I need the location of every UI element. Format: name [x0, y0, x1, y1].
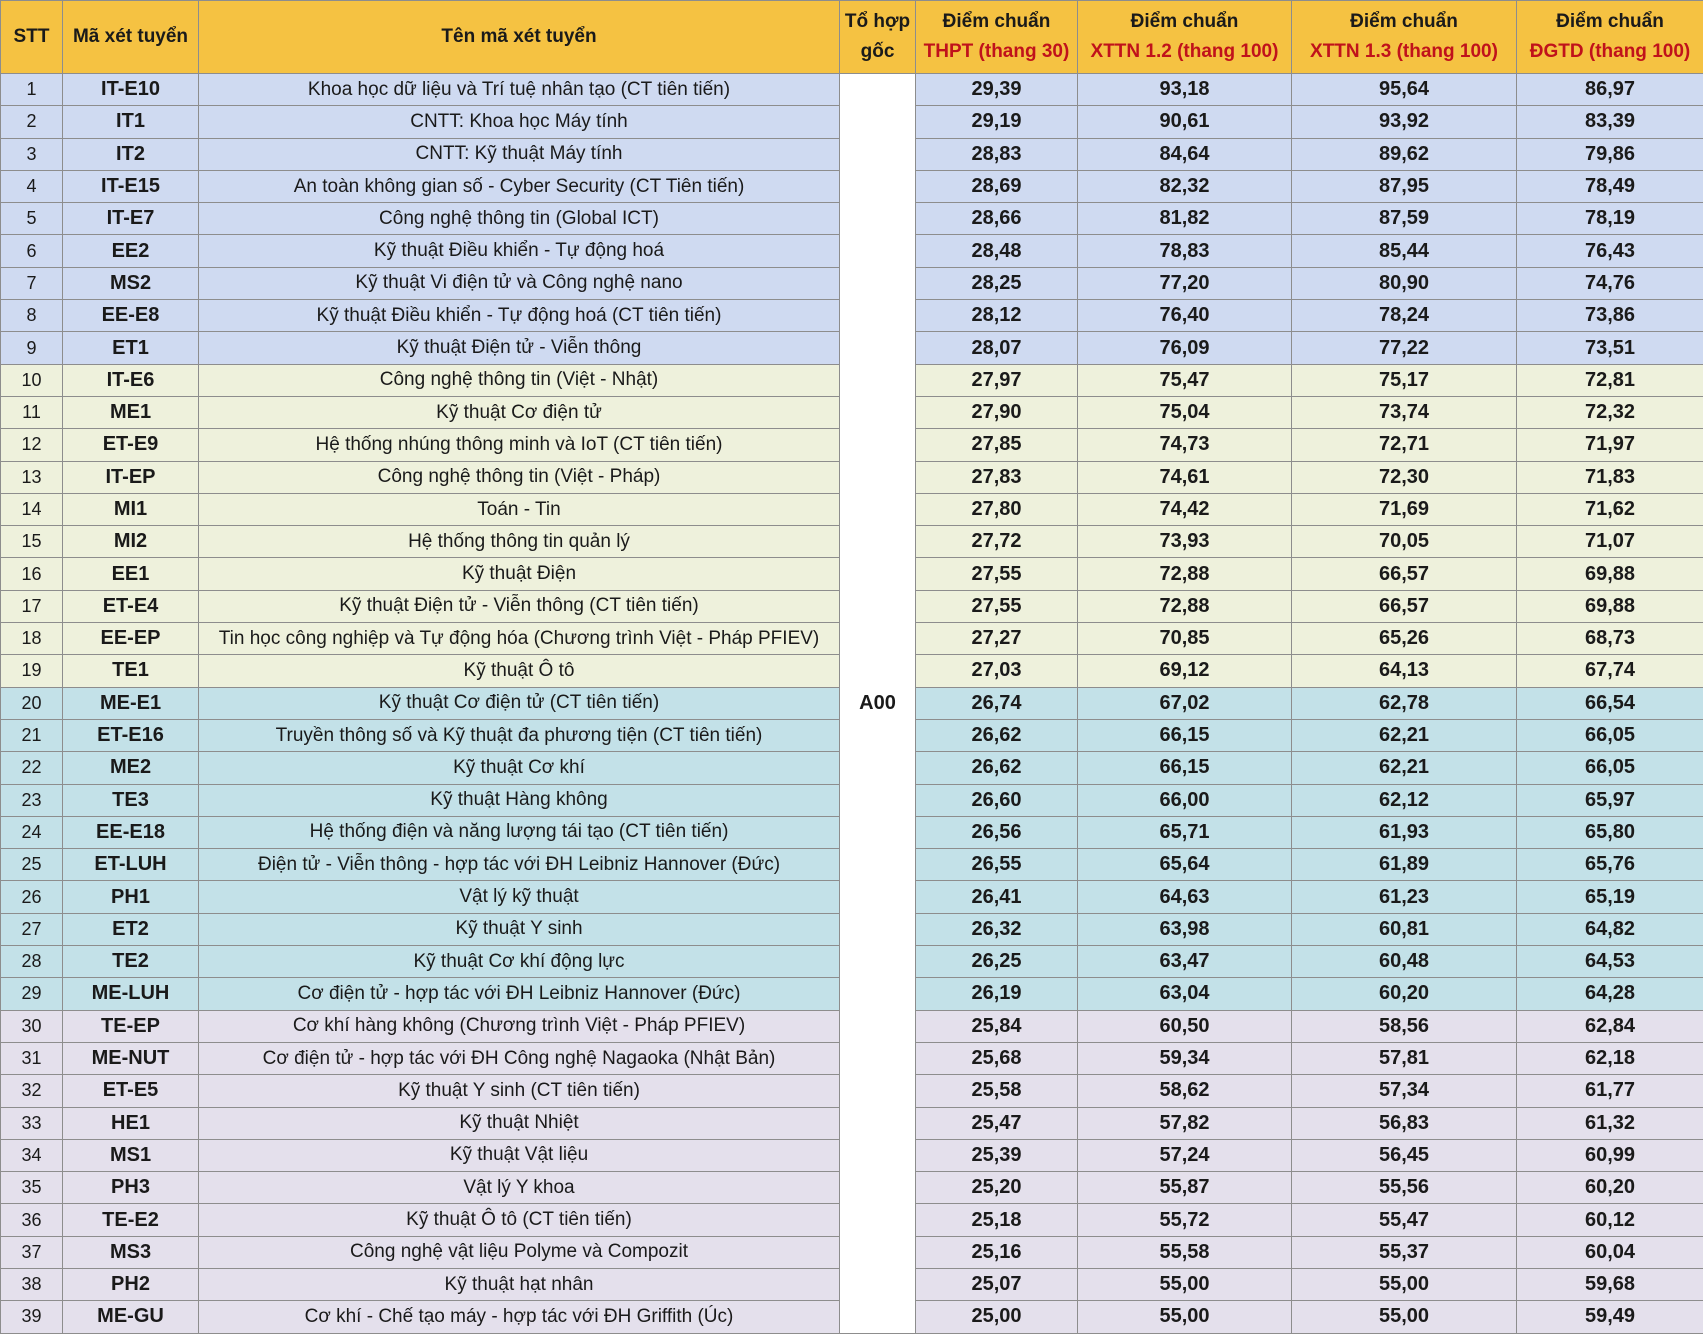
row-score-s3: 85,44: [1292, 235, 1517, 267]
row-stt: 26: [1, 881, 63, 913]
row-code: IT-E10: [63, 74, 199, 106]
row-score-s3: 57,34: [1292, 1075, 1517, 1107]
row-score-s2: 66,15: [1078, 752, 1292, 784]
row-score-s4: 72,32: [1517, 396, 1703, 428]
row-code: IT-E6: [63, 364, 199, 396]
row-score-s4: 79,86: [1517, 138, 1703, 170]
row-score-s4: 65,97: [1517, 784, 1703, 816]
row-stt: 12: [1, 429, 63, 461]
row-score-s2: 77,20: [1078, 267, 1292, 299]
row-score-s3: 56,83: [1292, 1107, 1517, 1139]
row-score-s1: 27,80: [916, 493, 1078, 525]
row-score-s1: 29,19: [916, 106, 1078, 138]
row-score-s2: 74,61: [1078, 461, 1292, 493]
row-score-s3: 55,47: [1292, 1204, 1517, 1236]
row-score-s3: 61,93: [1292, 816, 1517, 848]
row-stt: 17: [1, 590, 63, 622]
row-name: Khoa học dữ liệu và Trí tuệ nhân tạo (CT tiên tiến): [199, 74, 840, 106]
header-combo-line1: Tổ hợp: [840, 7, 915, 37]
row-code: ME1: [63, 396, 199, 428]
row-score-s2: 65,64: [1078, 849, 1292, 881]
row-score-s1: 27,83: [916, 461, 1078, 493]
row-name: Tin học công nghiệp và Tự động hóa (Chương trình Việt - Pháp PFIEV): [199, 623, 840, 655]
row-stt: 14: [1, 493, 63, 525]
row-score-s1: 25,47: [916, 1107, 1078, 1139]
row-score-s3: 64,13: [1292, 655, 1517, 687]
header-name: Tên mã xét tuyển: [199, 1, 840, 74]
row-stt: 35: [1, 1172, 63, 1204]
row-score-s4: 67,74: [1517, 655, 1703, 687]
row-score-s3: 58,56: [1292, 1010, 1517, 1042]
row-code: IT1: [63, 106, 199, 138]
row-score-s3: 60,48: [1292, 946, 1517, 978]
row-name: Kỹ thuật Nhiệt: [199, 1107, 840, 1139]
row-score-s4: 71,07: [1517, 526, 1703, 558]
header-score-xttn13-title: Điểm chuẩn: [1292, 7, 1516, 37]
row-name: Kỹ thuật Ô tô (CT tiên tiến): [199, 1204, 840, 1236]
row-name: Kỹ thuật Điều khiển - Tự động hoá: [199, 235, 840, 267]
row-stt: 18: [1, 623, 63, 655]
row-name: Điện tử - Viễn thông - hợp tác với ĐH Leibniz Hannover (Đức): [199, 849, 840, 881]
row-name: Kỹ thuật Cơ điện tử: [199, 396, 840, 428]
row-score-s1: 25,07: [916, 1268, 1078, 1300]
row-name: Kỹ thuật Điện: [199, 558, 840, 590]
row-code: MS2: [63, 267, 199, 299]
row-code: ET-E16: [63, 719, 199, 751]
row-score-s2: 75,04: [1078, 396, 1292, 428]
row-stt: 8: [1, 300, 63, 332]
row-stt: 34: [1, 1139, 63, 1171]
row-score-s3: 66,57: [1292, 558, 1517, 590]
header-stt: STT: [1, 1, 63, 74]
row-code: ET-E5: [63, 1075, 199, 1107]
combo-cell: A00: [840, 74, 916, 1334]
row-score-s4: 60,20: [1517, 1172, 1703, 1204]
row-name: Kỹ thuật Y sinh: [199, 913, 840, 945]
row-score-s2: 55,87: [1078, 1172, 1292, 1204]
row-score-s1: 26,56: [916, 816, 1078, 848]
row-code: HE1: [63, 1107, 199, 1139]
header-score-thpt-title: Điểm chuẩn: [916, 7, 1077, 37]
row-score-s2: 76,09: [1078, 332, 1292, 364]
row-score-s1: 28,69: [916, 170, 1078, 202]
row-score-s1: 25,84: [916, 1010, 1078, 1042]
row-score-s3: 73,74: [1292, 396, 1517, 428]
row-score-s1: 28,07: [916, 332, 1078, 364]
row-stt: 25: [1, 849, 63, 881]
row-score-s1: 25,58: [916, 1075, 1078, 1107]
row-score-s1: 27,55: [916, 558, 1078, 590]
row-stt: 11: [1, 396, 63, 428]
row-score-s1: 28,66: [916, 203, 1078, 235]
row-score-s1: 28,83: [916, 138, 1078, 170]
row-score-s3: 80,90: [1292, 267, 1517, 299]
row-score-s1: 26,41: [916, 881, 1078, 913]
row-stt: 20: [1, 687, 63, 719]
row-score-s4: 86,97: [1517, 74, 1703, 106]
row-score-s2: 82,32: [1078, 170, 1292, 202]
row-stt: 23: [1, 784, 63, 816]
row-score-s2: 90,61: [1078, 106, 1292, 138]
row-score-s2: 93,18: [1078, 74, 1292, 106]
row-score-s1: 27,03: [916, 655, 1078, 687]
row-score-s3: 77,22: [1292, 332, 1517, 364]
row-score-s3: 55,56: [1292, 1172, 1517, 1204]
row-code: ET-LUH: [63, 849, 199, 881]
row-score-s2: 55,58: [1078, 1236, 1292, 1268]
row-score-s1: 26,25: [916, 946, 1078, 978]
row-score-s3: 62,78: [1292, 687, 1517, 719]
row-score-s1: 27,85: [916, 429, 1078, 461]
row-score-s4: 74,76: [1517, 267, 1703, 299]
row-score-s1: 28,12: [916, 300, 1078, 332]
row-stt: 5: [1, 203, 63, 235]
row-code: PH3: [63, 1172, 199, 1204]
row-score-s3: 71,69: [1292, 493, 1517, 525]
row-name: Hệ thống điện và năng lượng tái tạo (CT tiên tiến): [199, 816, 840, 848]
row-score-s4: 78,19: [1517, 203, 1703, 235]
row-code: TE-E2: [63, 1204, 199, 1236]
row-score-s3: 70,05: [1292, 526, 1517, 558]
row-name: Cơ điện tử - hợp tác với ĐH Công nghệ Nagaoka (Nhật Bản): [199, 1042, 840, 1074]
row-stt: 6: [1, 235, 63, 267]
row-name: Kỹ thuật Hàng không: [199, 784, 840, 816]
row-score-s1: 25,39: [916, 1139, 1078, 1171]
row-name: Kỹ thuật Điện tử - Viễn thông (CT tiên tiến): [199, 590, 840, 622]
row-name: Kỹ thuật hạt nhân: [199, 1268, 840, 1300]
row-score-s2: 73,93: [1078, 526, 1292, 558]
row-score-s1: 27,55: [916, 590, 1078, 622]
row-score-s1: 25,68: [916, 1042, 1078, 1074]
row-score-s4: 68,73: [1517, 623, 1703, 655]
row-score-s4: 60,04: [1517, 1236, 1703, 1268]
row-name: Công nghệ vật liệu Polyme và Compozit: [199, 1236, 840, 1268]
row-name: Kỹ thuật Cơ khí động lực: [199, 946, 840, 978]
row-code: TE3: [63, 784, 199, 816]
row-code: MI2: [63, 526, 199, 558]
row-score-s3: 72,30: [1292, 461, 1517, 493]
row-score-s1: 27,90: [916, 396, 1078, 428]
row-score-s4: 64,28: [1517, 978, 1703, 1010]
row-name: Kỹ thuật Y sinh (CT tiên tiến): [199, 1075, 840, 1107]
row-score-s3: 62,12: [1292, 784, 1517, 816]
row-name: Kỹ thuật Vật liệu: [199, 1139, 840, 1171]
row-score-s3: 55,37: [1292, 1236, 1517, 1268]
row-score-s1: 26,32: [916, 913, 1078, 945]
row-stt: 22: [1, 752, 63, 784]
row-stt: 13: [1, 461, 63, 493]
row-score-s2: 63,47: [1078, 946, 1292, 978]
row-code: EE-E18: [63, 816, 199, 848]
row-score-s3: 62,21: [1292, 719, 1517, 751]
row-code: ET-E9: [63, 429, 199, 461]
row-score-s2: 64,63: [1078, 881, 1292, 913]
row-code: IT-E15: [63, 170, 199, 202]
row-code: TE2: [63, 946, 199, 978]
row-stt: 28: [1, 946, 63, 978]
row-code: EE1: [63, 558, 199, 590]
row-name: Toán - Tin: [199, 493, 840, 525]
row-score-s4: 62,18: [1517, 1042, 1703, 1074]
header-combo: [840, 1, 916, 74]
row-code: ET2: [63, 913, 199, 945]
row-score-s4: 65,19: [1517, 881, 1703, 913]
row-score-s3: 65,26: [1292, 623, 1517, 655]
row-score-s1: 26,60: [916, 784, 1078, 816]
row-score-s2: 78,83: [1078, 235, 1292, 267]
row-code: ME-LUH: [63, 978, 199, 1010]
row-score-s3: 72,71: [1292, 429, 1517, 461]
row-score-s2: 55,72: [1078, 1204, 1292, 1236]
row-score-s1: 27,72: [916, 526, 1078, 558]
row-score-s4: 59,68: [1517, 1268, 1703, 1300]
row-stt: 31: [1, 1042, 63, 1074]
row-score-s1: 27,97: [916, 364, 1078, 396]
row-score-s2: 58,62: [1078, 1075, 1292, 1107]
row-score-s2: 84,64: [1078, 138, 1292, 170]
row-score-s3: 66,57: [1292, 590, 1517, 622]
row-score-s4: 60,12: [1517, 1204, 1703, 1236]
row-stt: 24: [1, 816, 63, 848]
row-score-s2: 66,15: [1078, 719, 1292, 751]
row-score-s4: 71,62: [1517, 493, 1703, 525]
row-score-s1: 28,25: [916, 267, 1078, 299]
row-score-s3: 89,62: [1292, 138, 1517, 170]
row-score-s2: 72,88: [1078, 590, 1292, 622]
row-score-s2: 69,12: [1078, 655, 1292, 687]
row-name: Kỹ thuật Vi điện tử và Công nghệ nano: [199, 267, 840, 299]
row-score-s2: 60,50: [1078, 1010, 1292, 1042]
row-score-s3: 55,00: [1292, 1301, 1517, 1333]
row-score-s2: 67,02: [1078, 687, 1292, 719]
row-score-s3: 87,59: [1292, 203, 1517, 235]
row-stt: 2: [1, 106, 63, 138]
row-stt: 27: [1, 913, 63, 945]
row-stt: 10: [1, 364, 63, 396]
row-score-s4: 64,82: [1517, 913, 1703, 945]
header-row: [1, 1, 1703, 74]
table-row: [1, 74, 1703, 106]
row-code: PH1: [63, 881, 199, 913]
header-score-thpt: [916, 1, 1078, 74]
row-score-s4: 73,86: [1517, 300, 1703, 332]
row-code: ME2: [63, 752, 199, 784]
row-score-s3: 87,95: [1292, 170, 1517, 202]
row-stt: 29: [1, 978, 63, 1010]
row-stt: 4: [1, 170, 63, 202]
row-code: IT-EP: [63, 461, 199, 493]
header-score-xttn13-scale: XTTN 1.3 (thang 100): [1292, 37, 1516, 67]
row-score-s4: 83,39: [1517, 106, 1703, 138]
row-name: Kỹ thuật Cơ khí: [199, 752, 840, 784]
row-name: Cơ khí - Chế tạo máy - hợp tác với ĐH Griffith (Úc): [199, 1301, 840, 1333]
header-score-xttn12-title: Điểm chuẩn: [1078, 7, 1291, 37]
row-score-s1: 25,20: [916, 1172, 1078, 1204]
row-score-s3: 93,92: [1292, 106, 1517, 138]
row-score-s3: 95,64: [1292, 74, 1517, 106]
header-combo-line2: gốc: [840, 37, 915, 67]
row-code: MI1: [63, 493, 199, 525]
header-score-dgtd-title: Điểm chuẩn: [1517, 7, 1703, 37]
header-score-xttn13: [1292, 1, 1517, 74]
row-stt: 9: [1, 332, 63, 364]
row-score-s3: 61,89: [1292, 849, 1517, 881]
row-score-s2: 75,47: [1078, 364, 1292, 396]
header-score-dgtd: [1517, 1, 1703, 74]
row-stt: 32: [1, 1075, 63, 1107]
table-body: [1, 74, 1703, 1334]
row-code: IT2: [63, 138, 199, 170]
row-score-s2: 70,85: [1078, 623, 1292, 655]
row-score-s1: 26,19: [916, 978, 1078, 1010]
row-score-s4: 59,49: [1517, 1301, 1703, 1333]
row-score-s4: 71,83: [1517, 461, 1703, 493]
row-score-s3: 78,24: [1292, 300, 1517, 332]
row-name: Kỹ thuật Điều khiển - Tự động hoá (CT tiên tiến): [199, 300, 840, 332]
row-name: Công nghệ thông tin (Việt - Pháp): [199, 461, 840, 493]
row-name: Cơ điện tử - hợp tác với ĐH Leibniz Hannover (Đức): [199, 978, 840, 1010]
row-stt: 30: [1, 1010, 63, 1042]
header-score-xttn12: [1078, 1, 1292, 74]
row-score-s1: 26,55: [916, 849, 1078, 881]
row-name: Kỹ thuật Ô tô: [199, 655, 840, 687]
row-stt: 39: [1, 1301, 63, 1333]
header-score-dgtd-scale: ĐGTD (thang 100): [1517, 37, 1703, 67]
row-score-s4: 66,05: [1517, 719, 1703, 751]
row-score-s2: 72,88: [1078, 558, 1292, 590]
row-score-s3: 75,17: [1292, 364, 1517, 396]
row-score-s1: 25,00: [916, 1301, 1078, 1333]
row-code: PH2: [63, 1268, 199, 1300]
row-code: TE1: [63, 655, 199, 687]
row-score-s3: 60,20: [1292, 978, 1517, 1010]
row-score-s4: 66,54: [1517, 687, 1703, 719]
row-score-s2: 63,04: [1078, 978, 1292, 1010]
row-code: ET-E4: [63, 590, 199, 622]
row-score-s4: 60,99: [1517, 1139, 1703, 1171]
row-stt: 15: [1, 526, 63, 558]
row-score-s1: 25,18: [916, 1204, 1078, 1236]
row-stt: 1: [1, 74, 63, 106]
row-score-s1: 27,27: [916, 623, 1078, 655]
row-score-s2: 74,42: [1078, 493, 1292, 525]
row-stt: 33: [1, 1107, 63, 1139]
row-name: Hệ thống nhúng thông minh và IoT (CT tiên tiến): [199, 429, 840, 461]
row-score-s4: 65,76: [1517, 849, 1703, 881]
row-score-s1: 25,16: [916, 1236, 1078, 1268]
row-score-s2: 63,98: [1078, 913, 1292, 945]
row-score-s2: 66,00: [1078, 784, 1292, 816]
row-score-s4: 71,97: [1517, 429, 1703, 461]
row-name: CNTT: Kỹ thuật Máy tính: [199, 138, 840, 170]
row-code: EE2: [63, 235, 199, 267]
row-code: MS3: [63, 1236, 199, 1268]
row-stt: 37: [1, 1236, 63, 1268]
row-code: ME-E1: [63, 687, 199, 719]
row-score-s2: 59,34: [1078, 1042, 1292, 1074]
row-name: Kỹ thuật Điện tử - Viễn thông: [199, 332, 840, 364]
row-code: TE-EP: [63, 1010, 199, 1042]
row-score-s2: 55,00: [1078, 1268, 1292, 1300]
row-code: EE-EP: [63, 623, 199, 655]
row-stt: 38: [1, 1268, 63, 1300]
row-name: Kỹ thuật Cơ điện tử (CT tiên tiến): [199, 687, 840, 719]
row-score-s2: 55,00: [1078, 1301, 1292, 1333]
row-score-s4: 76,43: [1517, 235, 1703, 267]
row-score-s4: 72,81: [1517, 364, 1703, 396]
row-score-s4: 65,80: [1517, 816, 1703, 848]
row-score-s4: 61,32: [1517, 1107, 1703, 1139]
row-score-s3: 55,00: [1292, 1268, 1517, 1300]
row-score-s4: 69,88: [1517, 590, 1703, 622]
row-code: EE-E8: [63, 300, 199, 332]
row-name: CNTT: Khoa học Máy tính: [199, 106, 840, 138]
row-score-s2: 74,73: [1078, 429, 1292, 461]
row-name: Hệ thống thông tin quản lý: [199, 526, 840, 558]
row-score-s3: 56,45: [1292, 1139, 1517, 1171]
row-score-s4: 62,84: [1517, 1010, 1703, 1042]
row-name: Công nghệ thông tin (Việt - Nhật): [199, 364, 840, 396]
row-stt: 7: [1, 267, 63, 299]
row-stt: 19: [1, 655, 63, 687]
row-score-s3: 61,23: [1292, 881, 1517, 913]
row-score-s4: 61,77: [1517, 1075, 1703, 1107]
row-score-s4: 64,53: [1517, 946, 1703, 978]
row-score-s4: 78,49: [1517, 170, 1703, 202]
row-code: ME-GU: [63, 1301, 199, 1333]
row-score-s2: 76,40: [1078, 300, 1292, 332]
row-score-s2: 81,82: [1078, 203, 1292, 235]
row-stt: 3: [1, 138, 63, 170]
row-score-s2: 65,71: [1078, 816, 1292, 848]
row-name: Vật lý Y khoa: [199, 1172, 840, 1204]
header-score-xttn12-scale: XTTN 1.2 (thang 100): [1078, 37, 1291, 67]
row-score-s1: 26,74: [916, 687, 1078, 719]
row-stt: 21: [1, 719, 63, 751]
row-stt: 36: [1, 1204, 63, 1236]
row-code: ET1: [63, 332, 199, 364]
row-name: Cơ khí hàng không (Chương trình Việt - Pháp PFIEV): [199, 1010, 840, 1042]
row-score-s1: 26,62: [916, 752, 1078, 784]
row-score-s3: 57,81: [1292, 1042, 1517, 1074]
row-code: ME-NUT: [63, 1042, 199, 1074]
row-score-s4: 66,05: [1517, 752, 1703, 784]
row-score-s1: 28,48: [916, 235, 1078, 267]
header-code: Mã xét tuyển: [63, 1, 199, 74]
row-name: Vật lý kỹ thuật: [199, 881, 840, 913]
row-score-s3: 62,21: [1292, 752, 1517, 784]
header-score-thpt-scale: THPT (thang 30): [916, 37, 1077, 67]
row-name: Công nghệ thông tin (Global ICT): [199, 203, 840, 235]
row-score-s3: 60,81: [1292, 913, 1517, 945]
row-score-s1: 26,62: [916, 719, 1078, 751]
row-score-s4: 69,88: [1517, 558, 1703, 590]
row-code: IT-E7: [63, 203, 199, 235]
row-score-s2: 57,82: [1078, 1107, 1292, 1139]
row-stt: 16: [1, 558, 63, 590]
row-name: An toàn không gian số - Cyber Security (CT Tiên tiến): [199, 170, 840, 202]
row-code: MS1: [63, 1139, 199, 1171]
row-score-s4: 73,51: [1517, 332, 1703, 364]
row-name: Truyền thông số và Kỹ thuật đa phương tiện (CT tiên tiến): [199, 719, 840, 751]
row-score-s1: 29,39: [916, 74, 1078, 106]
row-score-s2: 57,24: [1078, 1139, 1292, 1171]
